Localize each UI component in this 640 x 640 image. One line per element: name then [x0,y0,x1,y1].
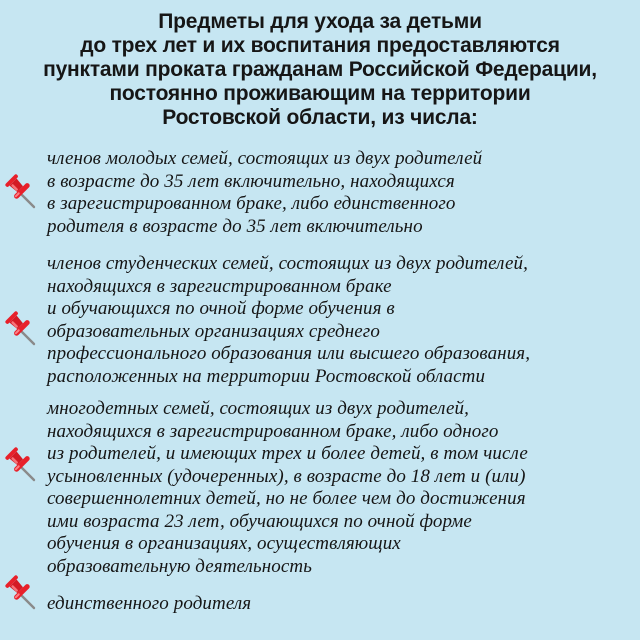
text-line: членов молодых семей, состоящих из двух родителей [47,148,483,169]
pushpin-icon [3,571,47,615]
text-line: и обучающихся по очной форме обучения в [47,298,395,319]
text-line: образовательных организациях среднего [47,320,380,342]
heading-line: Ростовской области, из числа: [162,106,478,129]
heading-line: до трех лет и их воспитания предоставляются [80,34,560,57]
heading-line: Предметы для ухода за детьми [158,10,482,33]
list-item-text [47,593,632,616]
text-line: находящихся в зарегистрированном браке [47,275,392,297]
text-line: обучения в организациях, осуществляющих [47,533,401,554]
text-line: совершеннолетних детей, но не более чем до достижения [47,488,526,509]
text-line: многодетных семей, состоящих из двух родителей, [47,398,469,419]
page-title [20,10,620,130]
pushpin-icon [3,170,47,214]
text-line: профессионального образования или высшего образования, [47,343,531,364]
pushpin-icon [3,443,47,487]
text-line: в возрасте до 35 лет включительно, находящихся [47,170,455,192]
text-line: ими возраста 23 лет, обучающихся по очной форме [47,510,472,532]
text-line: находящихся в зарегистрированном браке, либо одного [47,420,499,442]
text-line: единственного родителя [47,593,252,614]
list-item-text [47,398,632,578]
text-line: расположенных на территории Ростовской области [47,365,486,387]
text-line: членов студенческих семей, состоящих из двух родителей, [47,253,528,274]
heading-line: постоянно проживающим на территории [109,82,531,105]
text-line: усыновленных (удочеренных), в возрасте до 18 лет и (или) [47,465,526,487]
list-item-text [47,253,632,388]
text-line: в зарегистрированном браке, либо единственного [47,193,456,214]
list-item-text [47,148,632,238]
text-line: из родителей, и имеющих трех и более детей, в том числе [47,443,528,464]
text-line: образовательную деятельность [47,555,312,577]
pushpin-icon [3,307,47,351]
heading-line: пунктами проката гражданам Российской Федерации, [43,58,597,81]
text-line: родителя в возрасте до 35 лет включительно [47,215,423,237]
